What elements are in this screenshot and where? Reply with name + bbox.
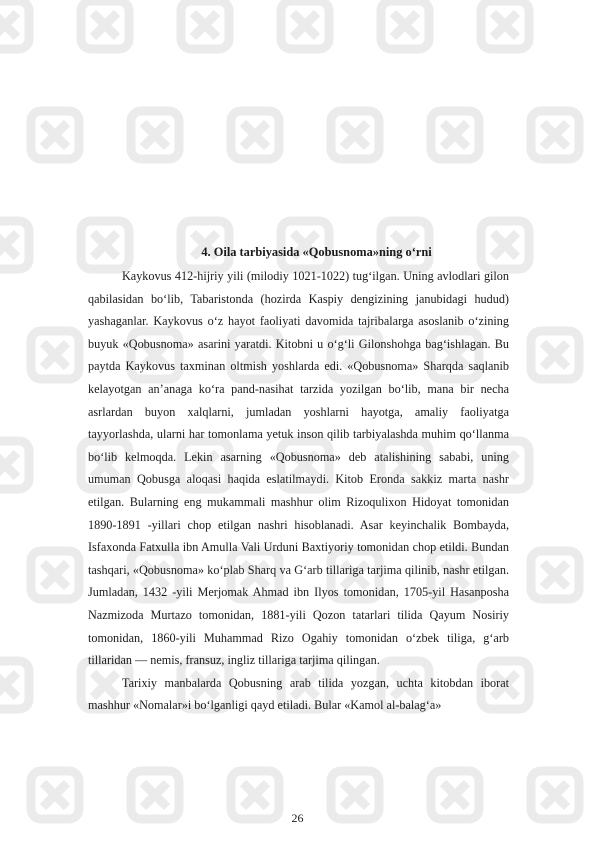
watermark-cross xyxy=(393,13,417,37)
watermark-tile xyxy=(0,661,29,709)
watermark-tile xyxy=(181,1,229,49)
page-number: 26 xyxy=(291,811,304,825)
watermark-cross xyxy=(93,13,117,37)
watermark-cross xyxy=(193,13,217,37)
watermark-cross xyxy=(443,783,467,807)
watermark-tile xyxy=(331,111,379,159)
watermark-cross xyxy=(243,123,267,147)
watermark-cross xyxy=(243,783,267,807)
watermark-cross xyxy=(493,13,517,37)
watermark-tile xyxy=(231,111,279,159)
paragraph-2: Tarixiy manbalarda Qobusning arab tilida yozgan, uchta kitobdan iborat mashhur «Nomalar»i bo‘lganligi qayd etiladi. Bular «Kamol al-balag‘a» xyxy=(88,675,509,713)
watermark-tile xyxy=(431,111,479,159)
watermark-cross xyxy=(293,13,317,37)
watermark-tile xyxy=(531,331,579,379)
section-heading: 4. Oila tarbiyasida «Qobusnoma»ning o‘rni xyxy=(201,245,432,259)
watermark-cross xyxy=(343,783,367,807)
watermark-tile xyxy=(31,111,79,159)
watermark-cross xyxy=(143,783,167,807)
watermark-tile xyxy=(531,551,579,599)
watermark-cross xyxy=(43,343,67,367)
watermark-cross xyxy=(43,563,67,587)
watermark-cross xyxy=(343,123,367,147)
watermark-tile xyxy=(0,221,29,269)
watermark-tile xyxy=(281,1,329,49)
watermark-cross xyxy=(0,233,17,257)
watermark-cross xyxy=(443,123,467,147)
watermark-cross xyxy=(0,673,17,697)
watermark-tile xyxy=(31,331,79,379)
watermark-tile xyxy=(531,111,579,159)
watermark-cross xyxy=(0,453,17,477)
watermark-cross xyxy=(543,123,567,147)
watermark-cross xyxy=(43,783,67,807)
watermark-tile xyxy=(481,1,529,49)
watermark-tile xyxy=(381,1,429,49)
watermark-cross xyxy=(543,563,567,587)
document-body xyxy=(88,244,509,717)
watermark-cross xyxy=(143,123,167,147)
watermark-tile xyxy=(131,111,179,159)
watermark-cross xyxy=(43,123,67,147)
watermark-tile xyxy=(31,551,79,599)
watermark-tile xyxy=(0,1,29,49)
watermark-tile xyxy=(81,1,129,49)
watermark-cross xyxy=(543,343,567,367)
watermark-cross xyxy=(543,783,567,807)
watermark-cross xyxy=(0,13,17,37)
watermark-tile xyxy=(0,441,29,489)
paragraph-1: Kaykovus 412-hijriy yili (milodiy 1021-1022) tug‘ilgan. Uning avlodlari gilon qabilasidan bo‘lib, Tabaristonda (hozirda Kaspiy dengizining janubidagi hudud) yashaganlar. Kaykovus o‘z hayot faoliyati davomida tajribalarga asoslanib o‘zining buyuk «Qobusnoma» asarini yaratdi. Kitobni u o‘g‘li Gilonshohga bag‘ishlagan. Bu paytda Kaykovus taxminan oltmish yoshlarda edi. «Qobusnoma» Sharqda saqlanib kelayotgan an’anaga ko‘ra pand-nasihat tarzida yozilgan bo‘lib, mana bir necha asrlardan buyon xalqlarni, jumladan yoshlarni hayotga, amaliy faoliyatga tayyorlashda, ularni har tomonlama yetuk inson qilib tarbiyalashda muhim qo‘llanma bo‘lib kelmoqda. Lekin asarning «Qobusnoma» deb atalishining sababi, uning umuman Qobusga aloqasi haqida eslatilmaydi. Kitob Eronda sakkiz marta nashr etilgan. Bularning eng mukammali mashhur olim Rizoqulixon Hidoyat tomonidan 1890-1891 -yillari chop etilgan nashri hisoblanadi. Asar keyinchalik Bombayda, Isfaxonda Fatxulla ibn Amulla Vali Urduni Baxtiyoriy tomonidan chop etildi. Bundan tashqari, «Qobusnoma» ko‘plab Sharq va G‘arb tillariga tarjima qilinib, nashr etilgan. Jumladan, 1432 -yili Merjomak Ahmad ibn Ilyos tomonidan, 1705-yil Hasanposha Nazmizoda Murtazo tomonidan, 1881-yili Qozon tatarlari tilida Qayum Nosiriy tomonidan, 1860-yili Muhammad Rizo Ogahiy tomonidan o‘zbek tiliga, g‘arb tillaridan — nemis, fransuz, ingliz tillariga tarjima qilingan. xyxy=(88,269,509,668)
